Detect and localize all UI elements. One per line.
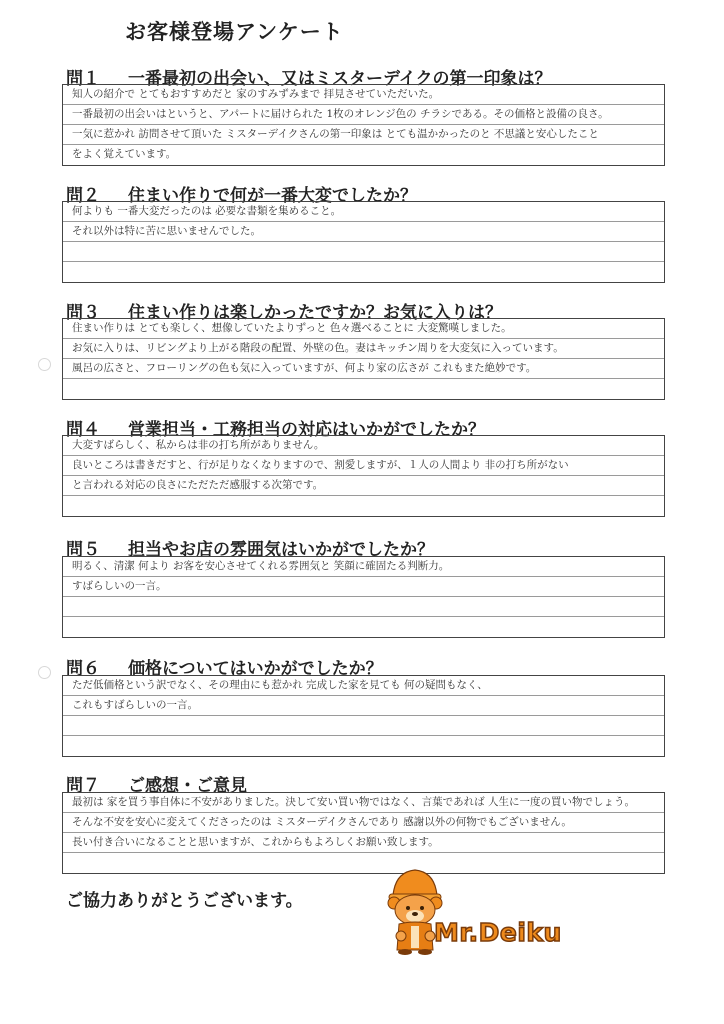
answer-box-2 xyxy=(62,201,665,283)
answer-line xyxy=(63,496,664,516)
question-number: 問４ xyxy=(66,420,100,440)
answer-box-3 xyxy=(62,318,665,400)
answer-line: をよく覚えています。 xyxy=(72,148,177,160)
answer-line: 一気に惹かれ 訪問させて頂いた ミスターデイクさんの第一印象は とても温かかったのと 不思議と安心したこと xyxy=(63,125,664,145)
answer-line: 何よりも 一番大変だったのは 必要な書類を集めること。 xyxy=(63,202,664,222)
question-text: 住まい作りで何が一番大変でしたか？ xyxy=(128,186,417,206)
question-text: 住まい作りは楽しかったですか？お気に入りは？ xyxy=(128,303,502,323)
answer-line xyxy=(63,262,664,282)
answer-line xyxy=(63,716,664,736)
answer-box-1 xyxy=(62,84,665,166)
answer-line: 住まい作りは とても楽しく、想像していたよりずっと 色々選べることに 大変驚嘆しました。 xyxy=(63,319,664,339)
answer-line: ただ低価格という訳でなく、その理由にも惹かれ 完成した家を見ても 何の疑問もなく、 xyxy=(63,676,664,696)
answer-box-5 xyxy=(62,556,665,638)
punch-hole-mark xyxy=(38,666,51,679)
answer-line xyxy=(63,597,664,617)
answer-line xyxy=(63,617,664,637)
question-number: 問３ xyxy=(66,303,100,323)
question-text: 一番最初の出会い、又はミスターデイクの第一印象は？ xyxy=(128,69,552,89)
answer-line xyxy=(63,242,664,262)
answer-line: これもすばらしいの一言。 xyxy=(63,696,664,716)
answer-line: お気に入りは、リビングより上がる階段の配置、外壁の色。妻はキッチン周りを大変気に入っています。 xyxy=(63,339,664,359)
question-text: 営業担当・工務担当の対応はいかがでしたか？ xyxy=(128,420,485,440)
question-number: 問６ xyxy=(66,659,100,679)
answer-line: 大変すばらしく、私からは非の打ち所がありません。 xyxy=(63,436,664,456)
answer-box-7 xyxy=(62,792,665,874)
answer-line xyxy=(63,379,664,399)
answer-line: と言われる対応の良さにただただ感服する次第です。 xyxy=(63,476,664,496)
page-title: お客様登場アンケート xyxy=(125,20,344,44)
answer-line: すばらしいの一言。 xyxy=(63,577,664,597)
answer-line: 一番最初の出会いはというと、アパートに届けられた 1枚のオレンジ色の チラシである。その価格と設備の良さ。 xyxy=(63,105,664,125)
punch-hole-mark xyxy=(38,358,51,371)
answer-line: 最初は 家を買う事自体に不安がありました。決して安い買い物ではなく、言葉であれば 人生に一度の買い物でしょう。 xyxy=(63,793,664,813)
answer-line: 風呂の広さと、フローリングの色も気に入っていますが、何より家の広さが これもまた絶妙です。 xyxy=(63,359,664,379)
logo-wordmark: Mr.Deiku xyxy=(434,918,562,947)
question-text: ご感想・ご意見 xyxy=(128,776,247,796)
answer-line: そんな不安を安心に変えてくださったのは ミスターデイクさんであり 感謝以外の何物でもございません。 xyxy=(63,813,664,833)
answer-line: 知人の紹介で とてもおすすめだと 家のすみずみまで 拝見させていただいた。 xyxy=(63,85,664,105)
closing-message: ご協力ありがとうございます。 xyxy=(66,891,303,911)
question-number: 問７ xyxy=(66,776,100,796)
answer-line: 明るく、清潔 何より お客を安心させてくれる雰囲気と 笑顔に確固たる判断力。 xyxy=(63,557,664,577)
answer-box-6 xyxy=(62,675,665,757)
question-text: 価格についてはいかがでしたか？ xyxy=(128,659,383,679)
answer-line: 良いところは書きだすと、行が足りなくなりますので、割愛しますが、１人の人間より 非の打ち所がない xyxy=(63,456,664,476)
answer-box-4 xyxy=(62,435,665,517)
question-number: 問２ xyxy=(66,186,100,206)
question-number: 問１ xyxy=(66,69,100,89)
answer-line: それ以外は特に苦に思いませんでした。 xyxy=(63,222,664,242)
answer-line: 長い付き合いになることと思いますが、これからもよろしくお願い致します。 xyxy=(63,833,664,853)
question-number: 問５ xyxy=(66,540,100,560)
question-text: 担当やお店の雰囲気はいかがでしたか？ xyxy=(128,540,434,560)
answer-line xyxy=(63,736,664,756)
